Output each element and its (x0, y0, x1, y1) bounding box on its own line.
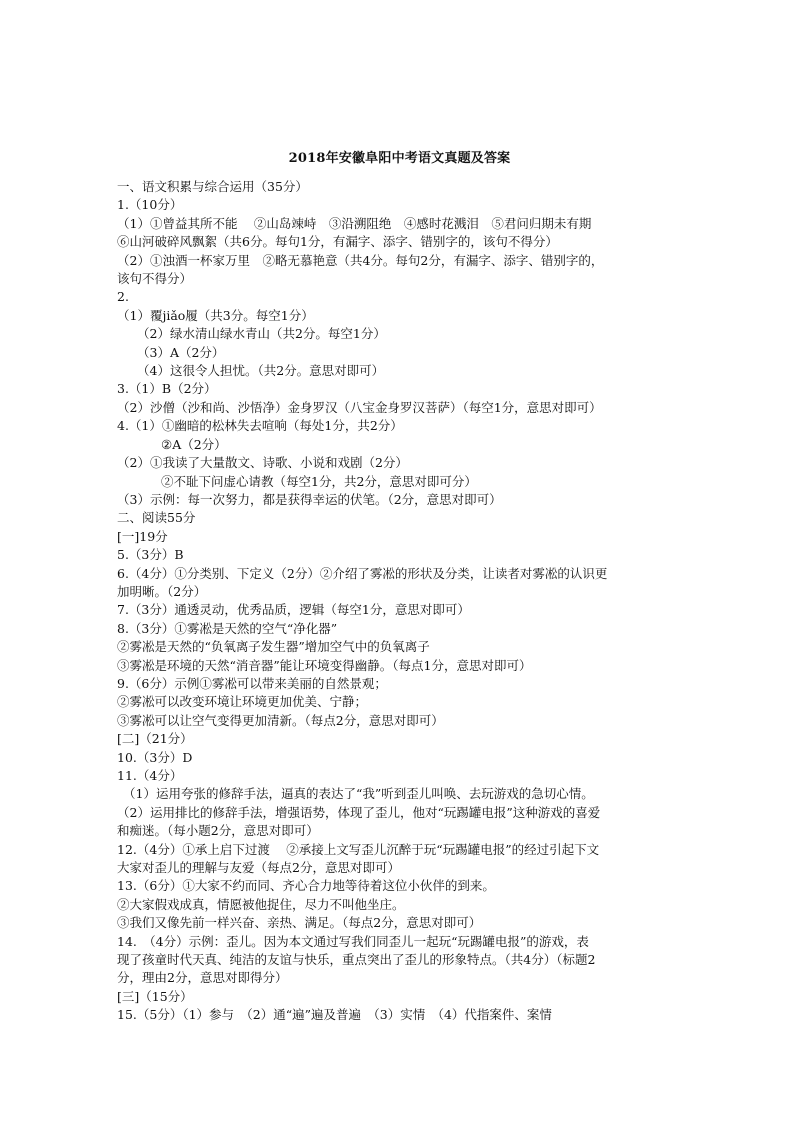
text-line: 4.（1）①幽暗的松林失去喧响（每处1分，共2分） (117, 418, 403, 434)
text-line: 二、阅读55分 (117, 510, 196, 526)
text-line: 13.（6分）①大家不约而同、齐心合力地等待着这位小伙伴的到来。 (117, 878, 495, 894)
text-line: 3.（1）B（2分） (117, 381, 217, 397)
text-line: ③我们又像先前一样兴奋、亲热、满足。（每点2分，意思对即可） (117, 915, 482, 931)
answer-body (117, 178, 682, 1025)
text-line: ⑥山河破碎风飘絮（共6分。每句1分，有漏字、添字、错别字的，该句不得分） (117, 234, 558, 250)
document-page (117, 150, 682, 1025)
text-line: ③雾凇可以让空气变得更加清新。（每点2分，意思对即可） (117, 712, 444, 728)
text-line: 10.（3分）D (117, 749, 193, 765)
text-line: 5.（3分）B (117, 547, 184, 563)
text-line: 6.（4分）①分类别、下定义（2分）②介绍了雾凇的形状及分类，让读者对雾凇的认识更 (117, 565, 608, 581)
text-line: （2）绿水清山绿水青山（共2分。每空1分） (137, 326, 386, 342)
text-line: （2）运用排比的修辞手法，增强语势，体现了歪儿，他对“玩踢罐电报”这种游戏的喜爱 (117, 804, 601, 820)
text-line: （2）沙僧（沙和尚、沙悟净）金身罗汉（八宝金身罗汉菩萨）（每空1分，意思对即可） (117, 399, 602, 415)
text-line: [三]（15分） (117, 988, 193, 1004)
text-line: （1）覆jiǎo履（共3分。每空1分） (117, 307, 314, 323)
text-line: 9.（6分）示例①雾凇可以带来美丽的自然景观； (117, 675, 387, 691)
text-line: 该句不得分） (117, 271, 193, 287)
text-line: 分，理由2分，意思对即得分） (117, 970, 288, 986)
document-title: 2018年安徽阜阳中考语文真题及答案 (288, 151, 511, 166)
text-line: ②雾凇可以改变环境让环境更加优美、宁静； (117, 694, 368, 710)
text-line: ②不耻下问虚心请教（每空1分，共2分，意思对即可分） (161, 473, 477, 489)
text-line: （2）①浊酒一杯家万里 ②略无慕艳意（共4分。每句2分，有漏字、添字、错别字的， (117, 252, 604, 268)
text-line: 12.（4分）①承上启下过渡 ②承接上文写歪儿沉醉于玩“玩踢罐电报”的经过引起下文 (117, 841, 600, 857)
text-line: ②雾凇是天然的“负氧离子发生器”增加空气中的负氧离子 (117, 639, 430, 655)
text-line: ③雾凇是环境的天然“消音器”能让环境变得幽静。（每点1分，意思对即可） (117, 657, 532, 673)
text-line: （3）示例：每一次努力，都是获得幸运的伏笔。（2分，意思对即可） (117, 491, 502, 507)
text-line: （4）这很令人担忧。（共2分。意思对即可） (137, 363, 385, 379)
text-line: 现了孩童时代天真、纯洁的友谊与快乐，重点突出了歪儿的形象特点。（共4分）（标题2 (117, 952, 596, 968)
text-line: 2. (117, 289, 129, 305)
text-line: 15.（5分）（1）参与 （2）通“遍”遍及普遍 （3）实情 （4）代指案件、案情 (117, 1007, 552, 1023)
text-line: 1.（10分） (117, 197, 183, 213)
text-line: （3）A（2分） (137, 344, 225, 360)
text-line: （2）①我读了大量散文、诗歌、小说和戏剧（2分） (117, 455, 408, 471)
text-line: 一、语文积累与综合运用（35分） (117, 179, 308, 194)
text-line: （1）①曾益其所不能 ②山岛竦峙 ③沿溯阻绝 ④感时花溅泪 ⑤君问归期未有期 (117, 215, 592, 231)
text-line: ②大家假戏成真，情愿被他捉住，尽力不叫他坐庄。 (117, 896, 405, 912)
text-line: 和痴迷。（每小题2分，意思对即可） (117, 823, 319, 839)
text-line: 11.（4分） (117, 768, 183, 783)
text-line: [二]（21分） (117, 731, 193, 747)
text-line: 大家对歪儿的理解与友爱（每点2分，意思对即可） (117, 860, 400, 876)
text-line: 14. （4分）示例：歪儿。因为本文通过写我们同歪儿一起玩“玩踢罐电报”的游戏，表 (117, 933, 589, 949)
text-line: 加明晰。（2分） (117, 583, 207, 599)
text-line: （1）运用夸张的修辞手法，逼真的表达了“我”听到歪儿叫唤、去玩游戏的急切心情。 (123, 786, 594, 802)
text-line: 7.（3分）通透灵动，优秀品质，逻辑（每空1分，意思对即可） (117, 602, 470, 618)
text-line: [一]19分 (117, 528, 168, 544)
text-line: ②A（2分） (161, 436, 227, 452)
text-line: 8.（3分）①雾凇是天然的空气“净化器” (117, 620, 338, 636)
